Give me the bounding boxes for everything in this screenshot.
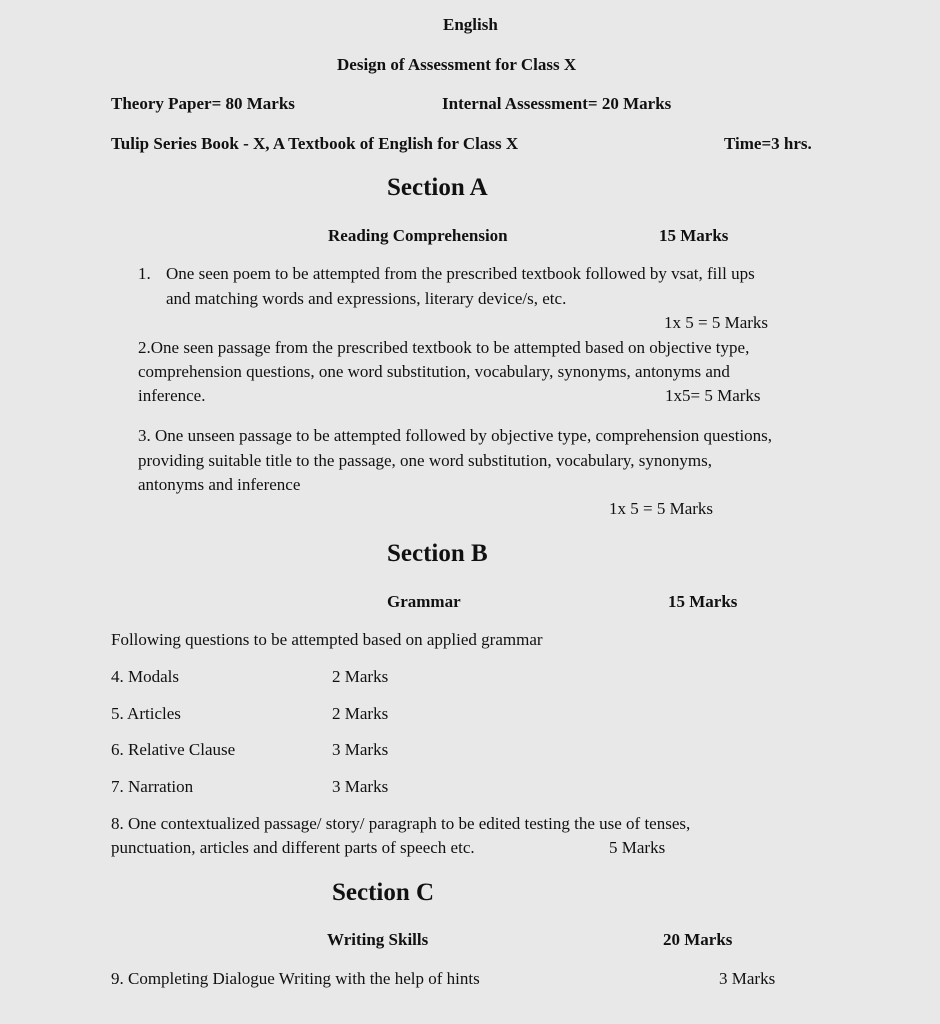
q3-marks: 1x 5 = 5 Marks (609, 499, 714, 518)
grammar-item-label: 5. Articles (111, 704, 181, 723)
grammar-item-marks: 3 Marks (332, 777, 389, 796)
q2-text-line1: 2.One seen passage from the prescribed textbook to be attempted based on objective type, (138, 338, 750, 357)
q8-marks: 5 Marks (609, 838, 666, 857)
q1-text-line1: One seen poem to be attempted from the prescribed textbook followed by vsat, fill ups (166, 264, 755, 283)
q9-marks: 3 Marks (719, 969, 776, 988)
grammar-item-label: 7. Narration (111, 777, 194, 796)
q8-text-line1: 8. One contextualized passage/ story/ paragraph to be edited testing the use of tenses, (111, 814, 691, 833)
design-title: Design of Assessment for Class X (337, 55, 577, 74)
q1-text-line2: and matching words and expressions, literary device/s, etc. (166, 289, 567, 308)
section-b-marks: 15 Marks (668, 592, 738, 611)
grammar-item-marks: 3 Marks (332, 740, 389, 759)
time-allowed: Time=3 hrs. (724, 134, 812, 153)
section-a-marks: 15 Marks (659, 226, 729, 245)
section-b-intro: Following questions to be attempted based on applied grammar (111, 630, 543, 649)
q2-marks: 1x5= 5 Marks (665, 386, 761, 405)
section-b-subheading: Grammar (387, 592, 461, 611)
theory-marks: Theory Paper= 80 Marks (111, 94, 295, 113)
internal-marks: Internal Assessment= 20 Marks (442, 94, 672, 113)
section-c-heading: Section C (332, 879, 435, 906)
q2-text-line3: inference. (138, 386, 206, 405)
grammar-item-label: 6. Relative Clause (111, 740, 236, 759)
q1-number: 1. (138, 264, 151, 283)
section-a-subheading: Reading Comprehension (328, 226, 508, 245)
q3-text-line1: 3. One unseen passage to be attempted followed by objective type, comprehension questions, (138, 426, 773, 445)
grammar-item-marks: 2 Marks (332, 704, 389, 723)
grammar-item-label: 4. Modals (111, 667, 179, 686)
q8-text-line2: punctuation, articles and different parts of speech etc. (111, 838, 475, 857)
q9-text: 9. Completing Dialogue Writing with the help of hints (111, 969, 480, 988)
section-c-marks: 20 Marks (663, 930, 733, 949)
textbook-title: Tulip Series Book - X, A Textbook of English for Class X (111, 134, 519, 153)
subject-title: English (443, 15, 498, 34)
section-a-heading: Section A (387, 174, 488, 201)
q2-text-line2: comprehension questions, one word substitution, vocabulary, synonyms, antonyms and (138, 362, 730, 381)
grammar-item-marks: 2 Marks (332, 667, 389, 686)
q3-text-line2: providing suitable title to the passage, one word substitution, vocabulary, synonyms, (138, 451, 712, 470)
q3-text-line3: antonyms and inference (138, 475, 301, 494)
section-c-subheading: Writing Skills (327, 930, 429, 949)
section-b-heading: Section B (387, 540, 488, 567)
q1-marks: 1x 5 = 5 Marks (664, 313, 769, 332)
